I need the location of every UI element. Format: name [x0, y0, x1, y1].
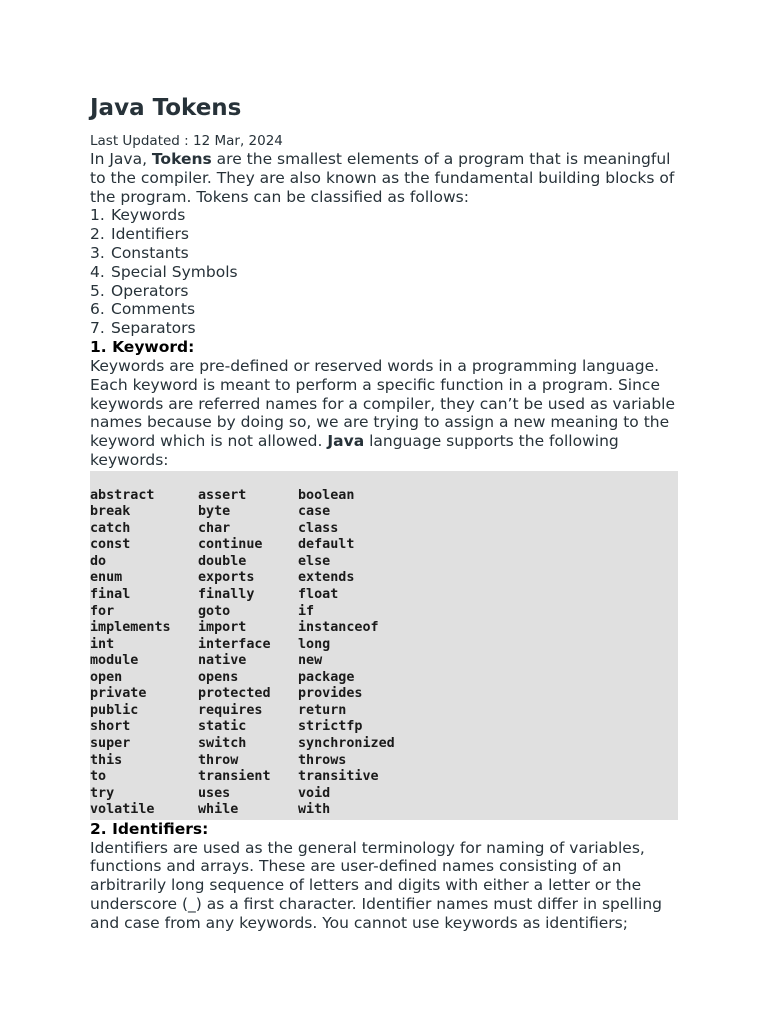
keyword-cell: byte — [198, 504, 231, 520]
keyword-cell: finally — [198, 587, 255, 603]
keyword-cell: synchronized — [298, 735, 395, 751]
keyword-cell: assert — [198, 487, 247, 503]
keyword-cell: module — [90, 653, 139, 669]
token-list-label: Operators — [111, 281, 189, 300]
intro-text-bold: Tokens — [151, 150, 212, 168]
keyword-cell: for — [90, 603, 115, 619]
keyword-row — [90, 504, 678, 521]
keyword-cell: short — [90, 719, 131, 735]
keyword-cell: static — [198, 719, 247, 735]
keyword-cell: with — [298, 802, 331, 818]
keyword-text-pre: Keywords are pre-defined or reserved words in a programming language. Each keyword is meant to perform a specific function in a program. Since keywords are referred names for a compiler, they can’t be used as variable names because by doing so, we are trying to assign a new meaning to the keyword which is not allowed. — [90, 356, 676, 451]
keyword-cell: volatile — [90, 802, 155, 818]
token-list-label: Special Symbols — [111, 262, 238, 281]
token-list-item — [90, 206, 678, 225]
keyword-row — [90, 521, 678, 538]
keyword-cell: interface — [198, 636, 271, 652]
token-list-label: Constants — [111, 243, 189, 262]
intro-paragraph — [90, 150, 678, 206]
keyword-cell: int — [90, 636, 115, 652]
keyword-cell: super — [90, 735, 131, 751]
last-updated: Last Updated : 12 Mar, 2024 — [90, 133, 283, 149]
keyword-row — [90, 554, 678, 571]
keyword-cell: provides — [298, 686, 363, 702]
keyword-cell: float — [298, 587, 339, 603]
keyword-row — [90, 620, 678, 637]
token-list-item — [90, 263, 678, 282]
keyword-cell: instanceof — [298, 620, 379, 636]
keyword-cell: uses — [198, 785, 231, 801]
keyword-paragraph — [90, 357, 678, 470]
keyword-cell: long — [298, 636, 331, 652]
token-list-label: Separators — [111, 319, 196, 338]
keyword-cell: throw — [198, 752, 239, 768]
keyword-cell: try — [90, 785, 115, 801]
keyword-cell: while — [198, 802, 239, 818]
keyword-row — [90, 753, 678, 770]
keyword-text-bold: Java — [327, 432, 365, 451]
keyword-heading: 1. Keyword: — [90, 337, 195, 356]
keyword-cell: transitive — [298, 769, 379, 785]
intro-text-pre: In Java, — [90, 150, 152, 168]
keyword-cell: if — [298, 603, 315, 619]
keyword-row — [90, 786, 678, 803]
keyword-cell: boolean — [298, 487, 355, 503]
keyword-cell: break — [90, 504, 131, 520]
page-title: Java Tokens — [90, 95, 242, 121]
keyword-cell: public — [90, 702, 139, 718]
keyword-row — [90, 537, 678, 554]
keyword-cell: requires — [198, 702, 263, 718]
keyword-cell: switch — [198, 735, 247, 751]
keyword-row — [90, 686, 678, 703]
keyword-cell: return — [298, 702, 347, 718]
keyword-cell: implements — [90, 620, 171, 636]
keyword-cell: throws — [298, 752, 347, 768]
token-list-label: Keywords — [111, 206, 186, 225]
keyword-cell: catch — [90, 520, 131, 536]
keyword-row — [90, 488, 678, 505]
token-list-item — [90, 319, 678, 338]
keyword-cell: opens — [198, 669, 239, 685]
token-list — [90, 206, 678, 338]
token-list-number: 4. — [90, 262, 105, 281]
keyword-row — [90, 802, 678, 819]
intro-text-post: are the smallest elements of a program that is meaningful to the compiler. They are also known as the fundamental building blocks of the program. Tokens can be classified as follows: — [90, 150, 675, 206]
keyword-cell: const — [90, 537, 131, 553]
token-list-item — [90, 282, 678, 301]
keyword-row — [90, 769, 678, 786]
keyword-cell: void — [298, 785, 331, 801]
keyword-cell: class — [298, 520, 339, 536]
keyword-cell: import — [198, 620, 247, 636]
token-list-label: Identifiers — [111, 225, 189, 244]
keyword-cell: else — [298, 553, 331, 569]
keyword-cell: exports — [198, 570, 255, 586]
keyword-cell: goto — [198, 603, 231, 619]
keyword-cell: default — [298, 537, 355, 553]
keyword-row — [90, 703, 678, 720]
keyword-cell: transient — [198, 769, 271, 785]
keyword-row — [90, 637, 678, 654]
keyword-row — [90, 587, 678, 604]
keyword-cell: abstract — [90, 487, 155, 503]
keyword-row — [90, 736, 678, 753]
keyword-cell: case — [298, 504, 331, 520]
token-list-number: 1. — [90, 206, 105, 225]
keyword-cell: char — [198, 520, 231, 536]
keyword-cell: open — [90, 669, 123, 685]
keywords-code-block — [90, 471, 678, 820]
keyword-cell: extends — [298, 570, 355, 586]
keyword-cell: continue — [198, 537, 263, 553]
keyword-cell: new — [298, 653, 323, 669]
token-list-item — [90, 300, 678, 319]
keyword-cell: to — [90, 769, 107, 785]
keyword-row — [90, 653, 678, 670]
token-list-number: 3. — [90, 243, 105, 262]
keyword-cell: this — [90, 752, 123, 768]
keyword-cell: strictfp — [298, 719, 363, 735]
token-list-item — [90, 225, 678, 244]
keyword-cell: private — [90, 686, 147, 702]
keyword-row — [90, 570, 678, 587]
keyword-cell: package — [298, 669, 355, 685]
keyword-text-post: language supports the following keywords: — [90, 432, 619, 469]
keyword-row — [90, 670, 678, 687]
token-list-number: 2. — [90, 225, 105, 244]
keyword-cell: do — [90, 553, 107, 569]
keyword-cell: protected — [198, 686, 271, 702]
keyword-cell: enum — [90, 570, 123, 586]
keyword-cell: double — [198, 553, 247, 569]
keyword-cell: native — [198, 653, 247, 669]
keyword-row — [90, 604, 678, 621]
keyword-cell: final — [90, 587, 131, 603]
token-list-item — [90, 244, 678, 263]
keyword-row — [90, 719, 678, 736]
token-list-number: 5. — [90, 281, 105, 300]
token-list-label: Comments — [111, 300, 196, 319]
identifiers-heading: 2. Identifiers: — [90, 819, 209, 838]
token-list-number: 7. — [90, 319, 105, 338]
token-list-number: 6. — [90, 300, 105, 319]
article — [90, 92, 678, 933]
identifiers-paragraph: Identifiers are used as the general terminology for naming of variables, functions and arrays. These are user-defined names consisting of an arbitrarily long sequence of letters and digits with either a letter or the underscore (_) as a first character. Identifier names must differ in spelling and case from any keywords. You cannot use keywords as identifiers; — [90, 838, 663, 932]
